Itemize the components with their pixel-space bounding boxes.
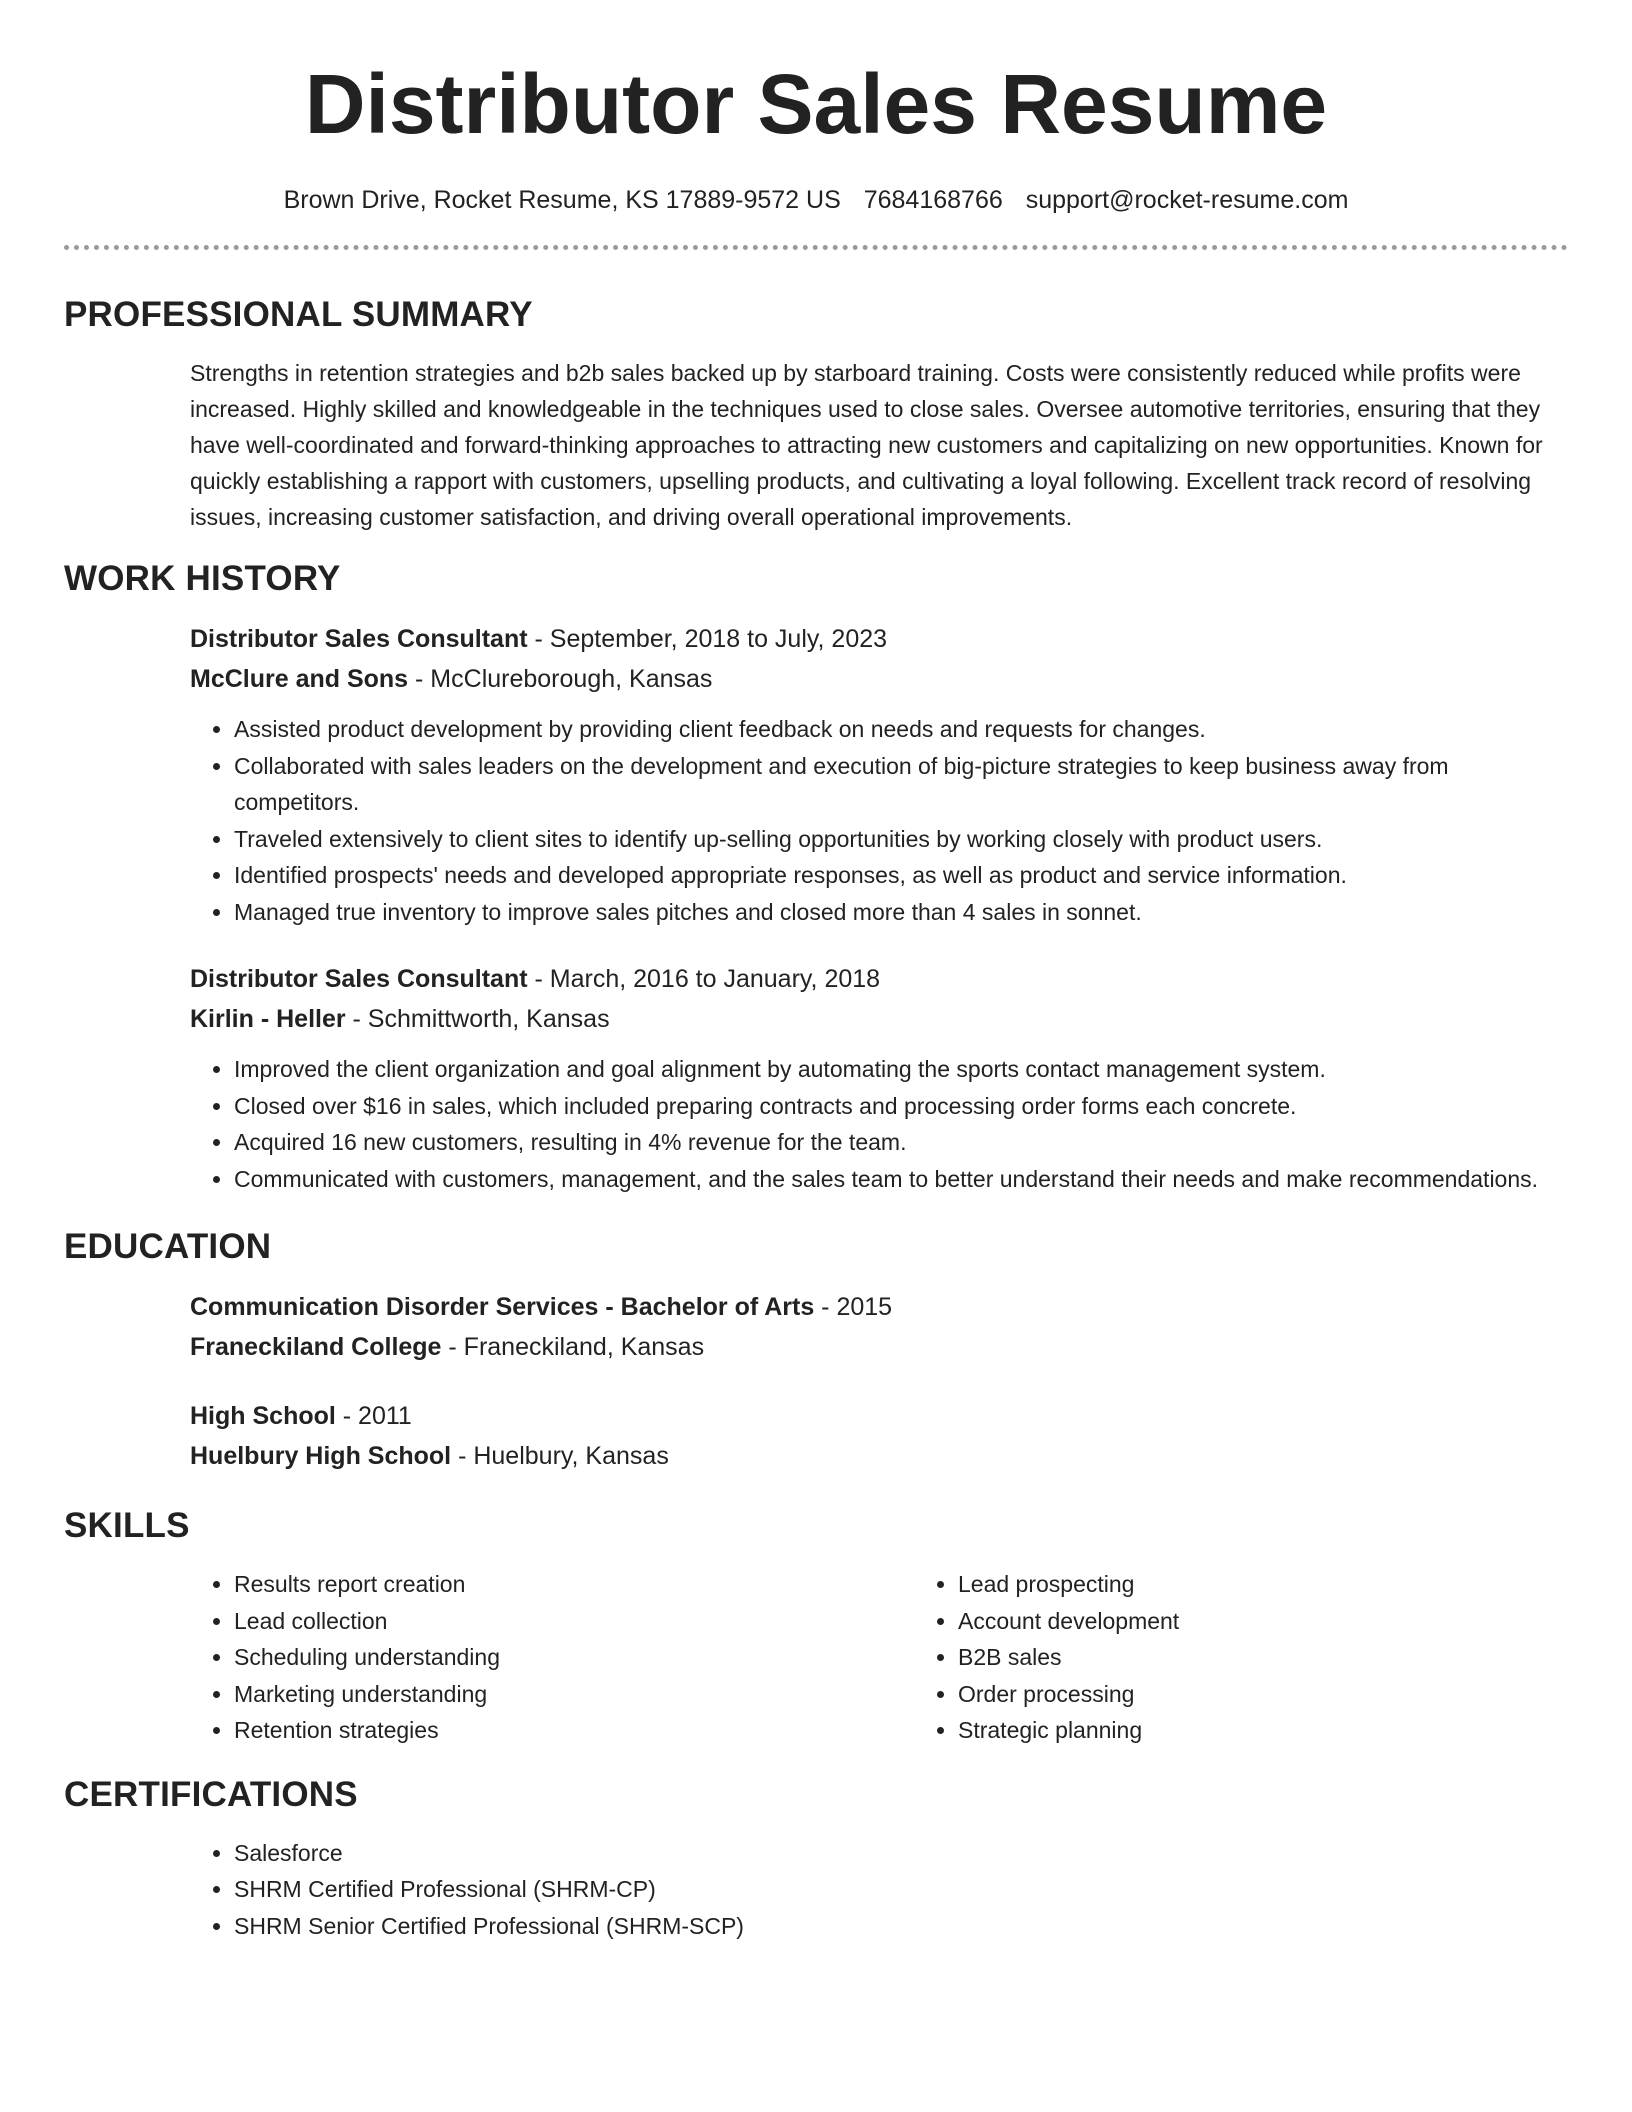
skills-right-column <box>914 1566 1632 1749</box>
job-location: - McClureborough, Kansas <box>408 665 713 693</box>
job-company-line <box>190 659 1568 699</box>
list-item: • Salesforce <box>234 1835 1568 1872</box>
education-section <box>190 1287 1568 1476</box>
list-item: • B2B sales <box>958 1639 1632 1676</box>
certifications-heading: CERTIFICATIONS <box>64 1774 358 1814</box>
job-entry <box>190 619 1568 930</box>
certifications-section <box>190 1835 1568 1945</box>
job-company-line <box>190 999 1568 1039</box>
job-dates: - September, 2018 to July, 2023 <box>527 625 888 653</box>
job-company: Kirlin - Heller <box>190 1005 346 1033</box>
job-bullets <box>190 711 1568 930</box>
degree-line <box>190 1396 1568 1436</box>
contact-address: Brown Drive, Rocket Resume, KS 17889-9572 US <box>283 186 841 214</box>
list-item: • Improved the client organization and goal alignment by automating the sports contact management system. <box>234 1051 1568 1088</box>
summary-heading: PROFESSIONAL SUMMARY <box>64 295 533 334</box>
summary-text: Strengths in retention strategies and b2b sales backed up by starboard training. Costs were consistently reduced while profits were increased. Highly skilled and knowledgeable in the techniques used to close sales. Oversee automotive territories, ensuring that they have well-coordinated and forward-thinking approaches to attracting new customers and capitalizing on new opportunities. Known for quickly establishing a rapport with customers, upselling products, and cultivating a loyal following. Excellent track record of resolving issues, increasing customer satisfaction, and driving overall operational improvements. <box>190 360 1543 530</box>
list-item: • Marketing understanding <box>234 1676 914 1713</box>
contact-email: support@rocket-resume.com <box>1025 186 1349 214</box>
job-title-line <box>190 959 1568 999</box>
job-location: - Schmittworth, Kansas <box>345 1005 610 1033</box>
graduation-year: - 2011 <box>335 1402 412 1430</box>
job-title: Distributor Sales Consultant <box>190 965 528 993</box>
list-item: • Retention strategies <box>234 1712 914 1749</box>
header-divider <box>64 245 1568 250</box>
job-dates: - March, 2016 to January, 2018 <box>527 965 881 993</box>
work-history-section <box>190 619 1568 1197</box>
degree: Communication Disorder Services - Bachelor of Arts <box>190 1293 815 1321</box>
education-entry <box>190 1396 1568 1476</box>
degree-line <box>190 1287 1568 1327</box>
resume-title: Distributor Sales Resume <box>304 57 1328 151</box>
list-item: • Assisted product development by providing client feedback on needs and requests for changes. <box>234 711 1568 748</box>
list-item: • SHRM Certified Professional (SHRM-CP) <box>234 1871 1568 1908</box>
certifications-list <box>190 1835 1568 1945</box>
skills-grid <box>190 1566 1568 1749</box>
work-history-heading: WORK HISTORY <box>64 559 341 598</box>
list-item: • Closed over $16 in sales, which included preparing contracts and processing order forms each concrete. <box>234 1088 1568 1125</box>
education-entry <box>190 1287 1568 1367</box>
list-item: • SHRM Senior Certified Professional (SHRM-SCP) <box>234 1908 1568 1945</box>
school-name: Huelbury High School <box>190 1442 452 1470</box>
list-item: • Results report creation <box>234 1566 914 1603</box>
education-heading: EDUCATION <box>64 1227 272 1266</box>
school-location: - Huelbury, Kansas <box>451 1442 669 1470</box>
graduation-year: - 2015 <box>814 1293 893 1321</box>
list-item: • Scheduling understanding <box>234 1639 914 1676</box>
skills-heading: SKILLS <box>64 1506 190 1545</box>
list-item: • Acquired 16 new customers, resulting in 4% revenue for the team. <box>234 1124 1568 1161</box>
summary-section <box>190 355 1568 535</box>
list-item: • Managed true inventory to improve sales pitches and closed more than 4 sales in sonnet. <box>234 894 1568 931</box>
job-bullets <box>190 1051 1568 1197</box>
list-item: • Communicated with customers, management, and the sales team to better understand their needs and make recommendations. <box>234 1161 1568 1198</box>
list-item: • Lead prospecting <box>958 1566 1632 1603</box>
list-item: • Traveled extensively to client sites to identify up-selling opportunities by working closely with product users. <box>234 821 1568 858</box>
skills-left-column <box>190 1566 914 1749</box>
school-name: Franeckiland College <box>190 1333 442 1361</box>
job-company: McClure and Sons <box>190 665 409 693</box>
school-line <box>190 1327 1568 1367</box>
job-title-line <box>190 619 1568 659</box>
degree: High School <box>190 1402 336 1430</box>
list-item: • Collaborated with sales leaders on the development and execution of big-picture strategies to keep business away from competitors. <box>234 748 1568 821</box>
list-item: • Strategic planning <box>958 1712 1632 1749</box>
job-entry <box>190 959 1568 1197</box>
contact-phone: 7684168766 <box>863 186 1003 214</box>
contact-line <box>64 186 1568 215</box>
list-item: • Lead collection <box>234 1603 914 1640</box>
school-location: - Franeckiland, Kansas <box>441 1333 705 1361</box>
job-title: Distributor Sales Consultant <box>190 625 528 653</box>
school-line <box>190 1436 1568 1476</box>
skills-section <box>190 1566 1568 1749</box>
list-item: • Order processing <box>958 1676 1632 1713</box>
list-item: • Identified prospects' needs and developed appropriate responses, as well as product and service information. <box>234 857 1568 894</box>
list-item: • Account development <box>958 1603 1632 1640</box>
